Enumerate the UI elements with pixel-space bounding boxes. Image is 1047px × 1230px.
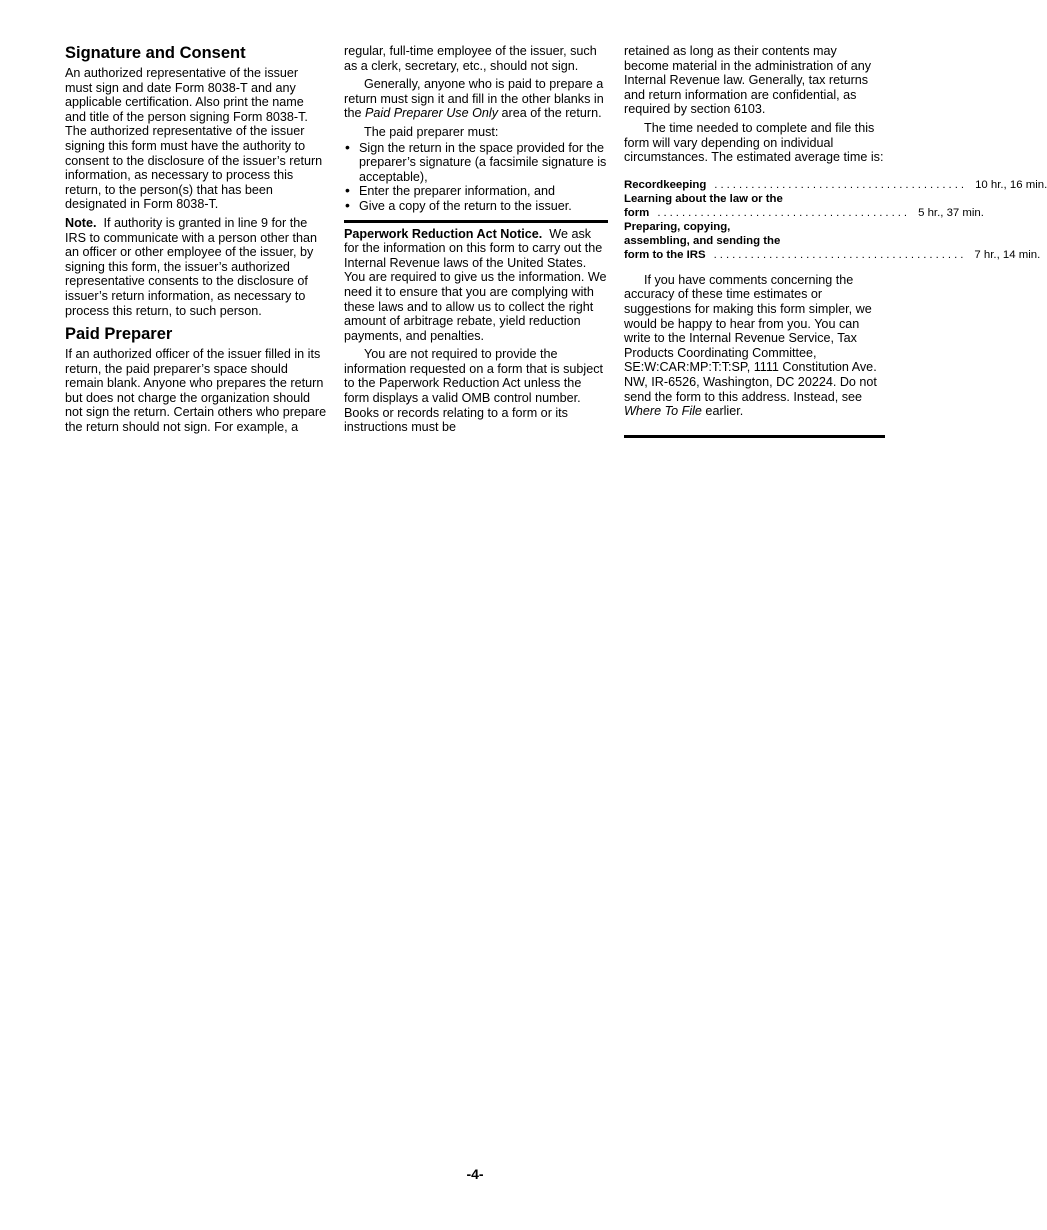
list-item: • Enter the preparer information, and <box>344 184 608 199</box>
preparer-must-paragraph: The paid preparer must: <box>364 124 499 139</box>
not-required-paragraph: You are not required to provide the information requested on a form that is subject to the Paperwork Reduction Act unless the form displays a valid OMB control number. Books or records relating to a form or its instructions must be <box>344 347 604 435</box>
section-end-rule <box>624 435 885 438</box>
table-row <box>624 248 1041 262</box>
signature-consent-heading: Signature and Consent <box>65 44 246 62</box>
paid-preparer-use-only-italic: Paid Preparer Use Only <box>365 106 499 121</box>
column-2 <box>344 44 608 435</box>
retained-paragraph: retained as long as their contents may become material in the administration of any Internal Revenue law. Generally, tax returns and return information are confidential, as required by section 6103. <box>624 44 872 117</box>
generally-text-a: Generally, anyone who is paid to prepare a return must sign it and fill in the other blanks in the <box>344 77 604 121</box>
signature-consent-paragraph: An authorized representative of the issuer must sign and date Form 8038-T and any applicable certification. Also print the name and title of the person signing Form 8038-T. The authorized representative of the issuer signing this form must have the authority to consent to the disclosure of the issuer’s return information, as necessary to process this return, to the person(s) that has been designated in Form 8038-T. <box>65 66 323 212</box>
column-3 <box>624 44 1047 438</box>
preparer-duties-list <box>344 141 608 214</box>
preparing-label-line1: Preparing, copying, <box>624 220 731 233</box>
where-to-file-italic: Where To File <box>624 404 702 419</box>
note-text: If authority is granted in line 9 for the IRS to communicate with a person other than an officer or other employee of the issuer, by signing this form, the issuer’s authorized representative consents to the disclosure of issuer’s return information, as necessary to process this return, to such person. <box>65 215 318 318</box>
table-row <box>624 206 984 220</box>
generally-text-b: area of the return. <box>498 106 602 121</box>
generally-paragraph <box>344 77 608 121</box>
paperwork-section <box>344 220 608 435</box>
time-needed-paragraph: The time needed to complete and file this form will vary depending on individual circumstances. The estimated average time is: <box>624 120 884 165</box>
comments-text-a: If you have comments concerning the accuracy of these time estimates or suggestions for making this form simpler, we would be happy to hear from you. You can write to the Internal Revenue Service, Tax Products Coordinating Committee, SE:W:CAR:MP:T:T:SP, 1111 Constitution Ave. NW, IR-6526, Washington, DC 20224. Do not send the form to this address. Instead, see <box>624 272 877 404</box>
learning-label-line2: form <box>624 206 650 219</box>
paid-preparer-paragraph: If an authorized officer of the issuer filled in its return, the paid preparer’s space should remain blank. Anyone who prepares the return but does not charge the organization should not sign the return. Certain others who prepare the return should not sign. For example, a <box>65 347 327 435</box>
comments-paragraph <box>624 273 885 419</box>
recordkeeping-value: 10 hr., 16 min. <box>975 178 1047 191</box>
learning-value: 5 hr., 37 min. <box>918 206 984 219</box>
preparing-value: 7 hr., 14 min. <box>974 248 1041 261</box>
comments-text-b: earlier. <box>701 404 744 419</box>
paid-preparer-heading: Paid Preparer <box>65 325 173 344</box>
note-label: Note. <box>65 215 97 230</box>
list-item: • Give a copy of the return to the issuer. <box>344 199 608 214</box>
dot-leader: ......................................... <box>657 206 911 219</box>
learning-label-line1: Learning about the law or the <box>624 192 783 205</box>
continued-employee-paragraph: regular, full-time employee of the issuer, such as a clerk, secretary, etc., should not sign. <box>344 44 597 73</box>
time-estimates-table <box>624 178 1047 262</box>
table-row <box>624 178 1047 192</box>
note-paragraph <box>65 216 327 318</box>
paperwork-reduction-label: Paperwork Reduction Act Notice. <box>344 226 543 241</box>
dot-leader: ......................................... <box>714 178 968 191</box>
paperwork-reduction-paragraph <box>344 227 608 344</box>
recordkeeping-label: Recordkeeping <box>624 178 707 191</box>
page-number: -4- <box>466 1166 484 1182</box>
paperwork-reduction-text: We ask for the information on this form to carry out the Internal Revenue laws of the United States. You are required to give us the information. We need it to ensure that you are complying with these laws and to allow us to collect the right amount of arbitrage rebate, yield reduction payments, and penalties. <box>344 226 607 343</box>
preparing-label-line2: assembling, and sending the <box>624 234 781 247</box>
column-1 <box>65 44 327 435</box>
list-item: • Sign the return in the space provided for the preparer’s signature (a facsimile signature is acceptable), <box>344 141 608 185</box>
preparing-label-line3: form to the IRS <box>624 248 706 261</box>
dot-leader: ......................................... <box>713 248 967 261</box>
